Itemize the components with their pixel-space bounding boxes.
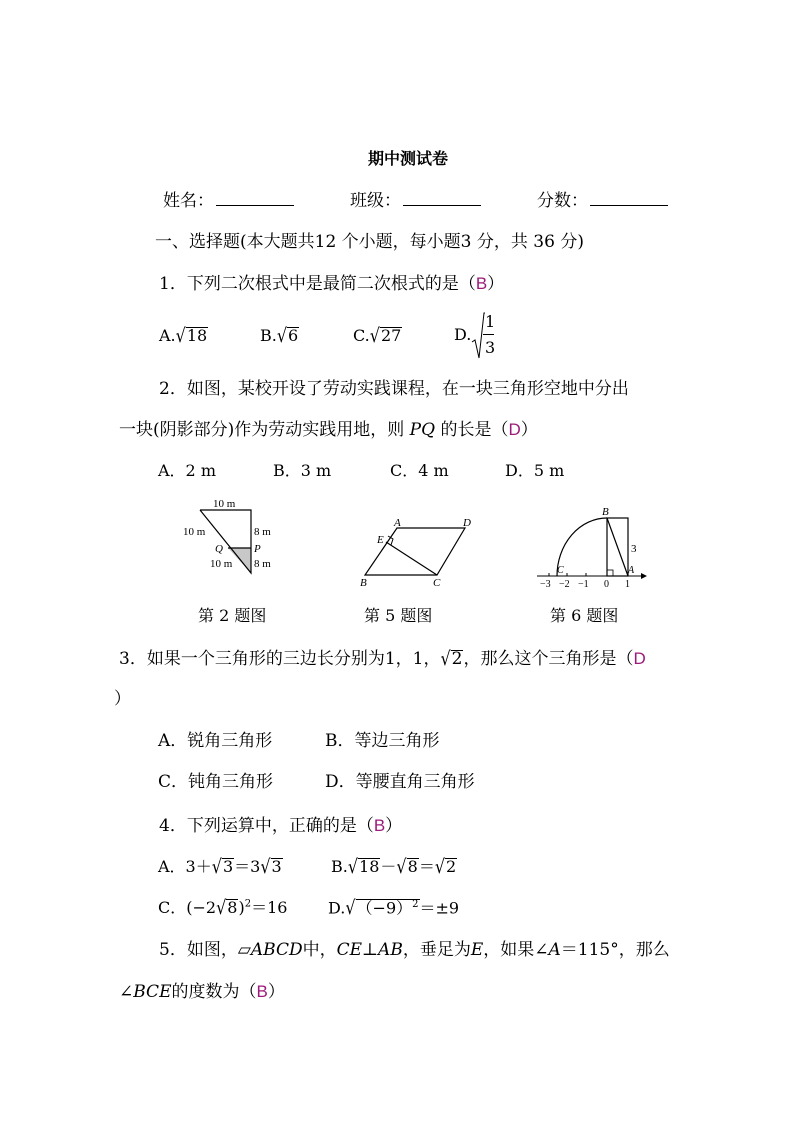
q2-option-d[interactable]: D．5 m [505, 461, 565, 480]
q4-d-radicand [356, 899, 420, 917]
q5-paren-close: ） [267, 982, 285, 1002]
q5-paren-open: （ [239, 982, 257, 1002]
q3-radicand: 2 [451, 649, 463, 669]
label-lower-left: 10 m [210, 558, 233, 570]
q4-d-exp: 2 [412, 899, 419, 910]
label-e: E [377, 534, 384, 546]
right-angle-mark [607, 570, 613, 576]
q5-t5: ＝115°，那么 [560, 940, 670, 960]
q5-var-ab: AB [378, 940, 403, 960]
q1-option-c-radicand: 27 [380, 326, 402, 345]
name-field[interactable] [163, 193, 294, 210]
q5-line1 [159, 942, 670, 959]
q4-b-pre: B. [331, 857, 348, 876]
q2-line1: 2．如图，某校开设了劳动实践课程，在一块三角形空地中分出 [159, 379, 629, 399]
q5-answer: B [256, 982, 268, 1001]
q4-d-pre: D. [328, 898, 346, 918]
page-title: 期中测试卷 [368, 149, 449, 168]
q2-option-b[interactable]: B．3 m [273, 461, 332, 480]
q4-a-r1: 3 [222, 857, 234, 876]
q1-paren-open: （ [458, 274, 476, 294]
sqrt-icon [471, 312, 485, 360]
tick-label: −3 [540, 579, 551, 590]
q3-stem-text-2: ，那么这个三角形是 [463, 649, 617, 669]
diagonal-ab [607, 518, 628, 576]
class-blank[interactable] [403, 204, 481, 206]
q3-stem-text: 3．如果一个三角形的三边长分别为1，1， [119, 649, 441, 669]
q5-var-abcd: ABCD [250, 940, 303, 960]
name-label: 姓名： [163, 191, 214, 211]
label-b: B [602, 506, 609, 518]
q3-paren-open: （ [616, 649, 634, 669]
q4-option-c[interactable] [158, 896, 288, 919]
tick-label: −1 [578, 579, 589, 590]
q4-c-pre: C．(−2 [158, 898, 217, 917]
q1-option-a[interactable] [159, 324, 208, 347]
score-label: 分数： [537, 191, 588, 211]
q4-option-d[interactable] [328, 896, 460, 920]
label-c: C [557, 565, 564, 576]
q1-stem [159, 275, 504, 293]
q4-a-pre: A．3＋ [158, 857, 212, 876]
q1-stem-text: 1．下列二次根式中是最简二次根式的是 [159, 274, 459, 294]
label-p: P [254, 543, 261, 555]
q5-var-bce: BCE [133, 982, 172, 1002]
q4-paren-open: （ [356, 816, 374, 836]
q4-d-res: ＝±9 [419, 898, 460, 918]
section-heading: 一、选择题(本大题共12 个小题，每小题3 分，共 36 分) [155, 232, 584, 252]
figure-6 [533, 502, 653, 592]
sqrt-icon: √2 [434, 855, 457, 878]
q4-c-res: ＝16 [251, 898, 288, 917]
q4-c-post: ) [238, 898, 245, 917]
q3-option-c[interactable]: C．钝角三角形 [158, 772, 274, 792]
sqrt-icon: √2 [440, 647, 463, 670]
fraction-bar [483, 334, 494, 335]
q3-paren-close: ） [114, 689, 131, 709]
figure-2-caption: 第 2 题图 [198, 606, 267, 625]
q2-option-c[interactable]: C．4 m [390, 461, 449, 480]
label-d: D [463, 517, 471, 529]
q4-option-a[interactable] [158, 855, 283, 878]
sqrt-icon: $√(-9)^2$ [345, 896, 419, 920]
figure-5 [355, 516, 485, 596]
sqrt-icon: √18 [175, 324, 208, 347]
q3-answer: D [633, 649, 646, 668]
label-three: 3 [631, 543, 637, 555]
q1-option-d-label: D. [454, 325, 472, 344]
q1-option-a-radicand: 18 [186, 326, 208, 345]
q5-t2: ⊥ [362, 940, 379, 960]
q5-t3: ，垂足为 [402, 940, 471, 960]
q4-a-mid: ＝3 [234, 857, 261, 876]
name-blank[interactable] [216, 204, 294, 206]
q1-option-b-label: B. [260, 326, 277, 345]
class-field[interactable] [350, 193, 481, 210]
q1-answer: B [475, 274, 488, 293]
q2-line2-pre: 一块(阴影部分)作为劳动实践用地，则 [119, 420, 405, 440]
label-a: A [394, 517, 401, 529]
label-top: 10 m [213, 498, 236, 510]
q2-paren-open: （ [491, 420, 509, 440]
score-field[interactable] [537, 193, 668, 210]
q4-b-r1: 18 [359, 857, 380, 876]
q5-line2-post: 的度数为 [171, 982, 240, 1002]
q4-paren-close: ） [385, 816, 403, 836]
q4-b-eq: ＝ [418, 857, 435, 876]
q1-paren-close: ） [487, 274, 505, 294]
q2-var-pq: PQ [409, 420, 436, 440]
q3-option-b[interactable]: B．等边三角形 [325, 731, 440, 751]
sqrt-icon: √3 [260, 855, 282, 878]
sqrt-icon: √8 [396, 855, 418, 878]
q4-b-mid: － [380, 857, 397, 876]
q5-var-ce: CE [336, 940, 363, 960]
q3-option-d[interactable]: D．等腰直角三角形 [325, 772, 475, 792]
q5-var-e: E [470, 940, 484, 960]
q1-option-b[interactable] [260, 324, 299, 347]
figure-5-caption: 第 5 题图 [364, 606, 433, 625]
segment-ce [386, 542, 437, 575]
q5-var-a: A [548, 940, 561, 960]
label-right-upper: 8 m [254, 526, 271, 538]
q1-option-d-num: 1 [485, 312, 496, 331]
q2-line2 [119, 421, 538, 439]
q1-option-a-label: A. [159, 326, 176, 345]
arc [557, 518, 607, 576]
sqrt-icon: √6 [276, 324, 299, 347]
q4-a-r2: 3 [271, 857, 282, 876]
q4-c-r1: 8 [227, 898, 238, 917]
q5-t1: 中， [302, 940, 337, 960]
figure-2 [178, 494, 298, 584]
q2-paren-close: ） [520, 420, 538, 440]
q4-stem-text: 4．下列运算中，正确的是 [159, 816, 357, 836]
number-line-arrow [641, 573, 647, 579]
q2-option-a[interactable]: A．2 m [158, 461, 216, 480]
q5-line2 [119, 983, 285, 1001]
q2-answer: D [508, 420, 521, 439]
q5-t4: ，如果∠ [483, 940, 549, 960]
q4-b-r2: 8 [407, 857, 418, 876]
q5-pre: 5．如图，▱ [159, 940, 251, 960]
label-q: Q [215, 543, 223, 555]
tick-label: 0 [604, 579, 609, 590]
q4-answer: B [373, 816, 386, 835]
q4-c-exp: 2 [244, 898, 252, 910]
q1-option-c-label: C. [353, 326, 370, 345]
q4-option-b[interactable] [331, 855, 457, 878]
q1-option-c[interactable] [353, 324, 402, 347]
label-left: 10 m [183, 526, 206, 538]
q1-option-d-den: 3 [485, 338, 496, 357]
q3-option-a[interactable]: A．锐角三角形 [158, 731, 273, 751]
q4-d-r1: （−9） [356, 898, 413, 918]
q4-stem [159, 817, 402, 835]
tick-label: 1 [625, 579, 630, 590]
sqrt-icon: √18 [347, 855, 380, 878]
class-label: 班级： [350, 191, 401, 211]
figure-6-caption: 第 6 题图 [550, 606, 619, 625]
q3-stem [119, 647, 646, 670]
label-c: C [433, 577, 441, 589]
q4-b-r3: 2 [446, 857, 457, 876]
sqrt-icon: √27 [369, 324, 402, 347]
score-blank[interactable] [590, 204, 668, 206]
sqrt-icon: √8 [216, 896, 238, 919]
q2-line2-post: 的长是 [440, 420, 492, 440]
label-right-lower: 8 m [254, 558, 271, 570]
q1-option-b-radicand: 6 [288, 326, 299, 345]
sqrt-icon: √3 [211, 855, 234, 878]
label-b: B [360, 577, 367, 589]
q5-line2-pre: ∠ [119, 982, 134, 1002]
tick-label: −2 [559, 579, 570, 590]
label-a: A [628, 565, 635, 576]
